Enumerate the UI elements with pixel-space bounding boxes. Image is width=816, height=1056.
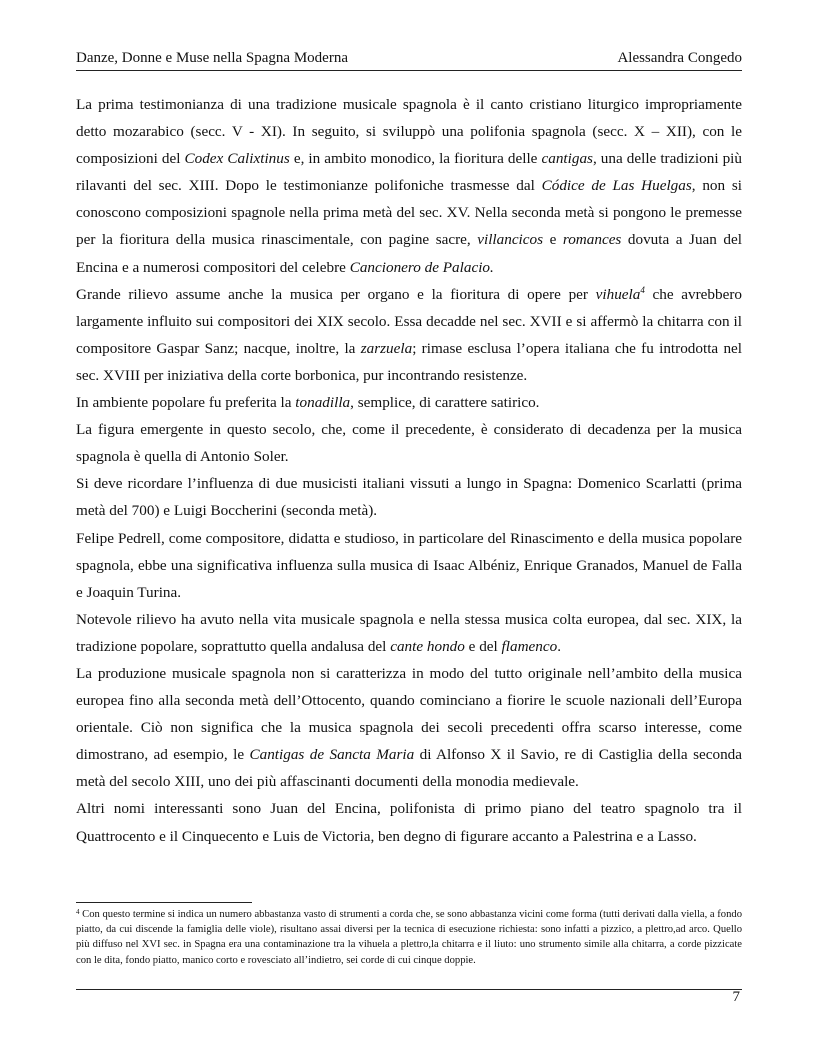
text-run: di Alfonso X il Savio, re di Castiglia della seconda metà del secolo XIII, uno dei più affascinanti documenti della monodia medievale.: [76, 746, 742, 791]
text-run: che avrebbero largamente influito sui compositori dei XIX secolo. Essa decadde nel sec. XVII e si affermò la chitarra con il compositore Gaspar Sanz; nacque, inoltre, la: [76, 285, 742, 357]
paragraph-5: Si deve ricordare l’influenza di due musicisti italiani vissuti a lungo in Spagna: Domenico Scarlatti (prima metà del 700) e Luigi Boccherini (seconda metà).: [76, 475, 742, 520]
footnote-4: [76, 907, 742, 968]
text-run: Notevole rilievo ha avuto nella vita musicale spagnola e nella stessa musica colta europea, dal sec. XIX, la tradizione popolare, soprattutto quella andalusa del: [76, 610, 742, 655]
paragraph-4: La figura emergente in questo secolo, che, come il precedente, è considerato di decadenza per la musica spagnola è quella di Antonio Soler.: [76, 421, 742, 466]
text-run: Grande rilievo assume anche la musica per organo e la fioritura di opere per: [76, 285, 596, 303]
text-run: , semplice, di carattere satirico.: [350, 394, 540, 412]
text-run: La produzione musicale spagnola non si caratterizza in modo del tutto originale nell’ambito della musica europea fino alla seconda metà dell’Ottocento, quando cominciano a fiorire le scuole nazionali dell’Europa orientale. Ciò non significa che la musica spagnola dei secoli precedenti offra scarso interesse, come dimostrano, ad esempio, le: [76, 664, 742, 764]
term-tonadilla: tonadilla: [295, 394, 351, 412]
paragraph-1: [76, 91, 742, 281]
term-cantigas: cantigas: [541, 150, 593, 168]
paragraph-2: [76, 281, 742, 389]
header-title: Danze, Donne e Muse nella Spagna Moderna: [76, 50, 348, 66]
title-codice-las-huelgas: Códice de Las Huelgas: [541, 177, 692, 195]
text-run: ; rimase esclusa l’opera italiana che fu introdotta nel sec. XVIII per iniziativa della corte borbonica, pur incontrando resistenze.: [76, 339, 742, 384]
footnote-divider: [76, 902, 252, 903]
footnote-reference[interactable]: 4: [640, 284, 645, 295]
header-divider: [76, 70, 742, 71]
text-run: e: [543, 231, 563, 249]
footer-divider: [76, 989, 742, 990]
text-run: , una delle tradizioni più rilavanti del sec. XIII. Dopo le testimonianze polifoniche trasmesse dal: [76, 150, 742, 195]
footnote: [76, 907, 742, 968]
term-villancicos: villancicos: [477, 231, 544, 249]
term-cante-hondo: cante hondo: [390, 637, 465, 655]
term-flamenco: flamenco: [501, 637, 558, 655]
text-run: .: [557, 637, 562, 655]
footnote-number: 4: [76, 908, 80, 916]
text-run: , non si conoscono composizioni spagnole nella prima metà del sec. XV. Nella seconda metà si pongono le premesse per la fioritura della musica rinascimentale, con pagine sacre,: [76, 177, 742, 249]
title-cancionero-de-palacio: Cancionero de Palacio.: [349, 258, 494, 276]
paragraph-9: Altri nomi interessanti sono Juan del Encina, polifonista di primo piano del teatro spagnolo tra il Quattrocento e il Cinquecento e Luis de Victoria, ben degno di figurare accanto a Palestrina e a Lasso.: [76, 800, 742, 845]
main-text: [76, 91, 742, 850]
page-number: 7: [732, 989, 740, 1005]
title-codex-calixtinus: Codex Calixtinus: [184, 150, 290, 168]
paragraph-8: [76, 660, 742, 795]
text-run: e del: [464, 637, 502, 655]
text-run: La prima testimonianza di una tradizione musicale spagnola è il canto cristiano liturgico impropriamente detto mozarabico (secc. V - XI). In seguito, si sviluppò una polifonia spagnola (secc. X – XII), con le composizioni del: [76, 96, 742, 168]
paragraph-3: [76, 389, 742, 416]
title-cantigas-de-sancta-maria: Cantigas de Sancta Maria: [249, 746, 415, 764]
term-zarzuela: zarzuela: [360, 339, 413, 357]
text-run: In ambiente popolare fu preferita la: [76, 394, 296, 412]
term-romances: romances: [562, 231, 622, 249]
text-run: e, in ambito monodico, la fioritura delle: [289, 150, 542, 168]
paragraph-7: [76, 606, 742, 660]
paragraph-6: Felipe Pedrell, come compositore, didatta e studioso, in particolare del Rinascimento e della musica popolare spagnola, ebbe una significativa influenza sulla musica di Isaac Albéniz, Enrique Granados, Manuel de Falla e Joaquin Turina.: [76, 529, 742, 601]
text-run: dovuta a Juan del Encina e a numerosi compositori del celebre: [76, 231, 742, 276]
term-vihuela: vihuela: [595, 285, 641, 303]
footnote-text: Con questo termine si indica un numero abbastanza vasto di strumenti a corda che, se sono abbastanza vicini come forma (tutti derivati dalla viella, a fondo piatto, da cui discende la famiglia delle viole), risultano assai diversi per la tecnica di esecuzione richiesta: sono infatti a pizzico, a plettro,ad arco. Quello più diffuso nel XVI sec. in Spagna era una contaminazione tra la vihuela a plettro,la chitarra e il liuto: uno strumento simile alla chitarra, a corde pizzicate con le dita, fondo piatto, manico corto e rovesciato all’indietro, sei corde di cui cinque doppie.: [76, 909, 742, 966]
header-author: Alessandra Congedo: [617, 50, 742, 66]
